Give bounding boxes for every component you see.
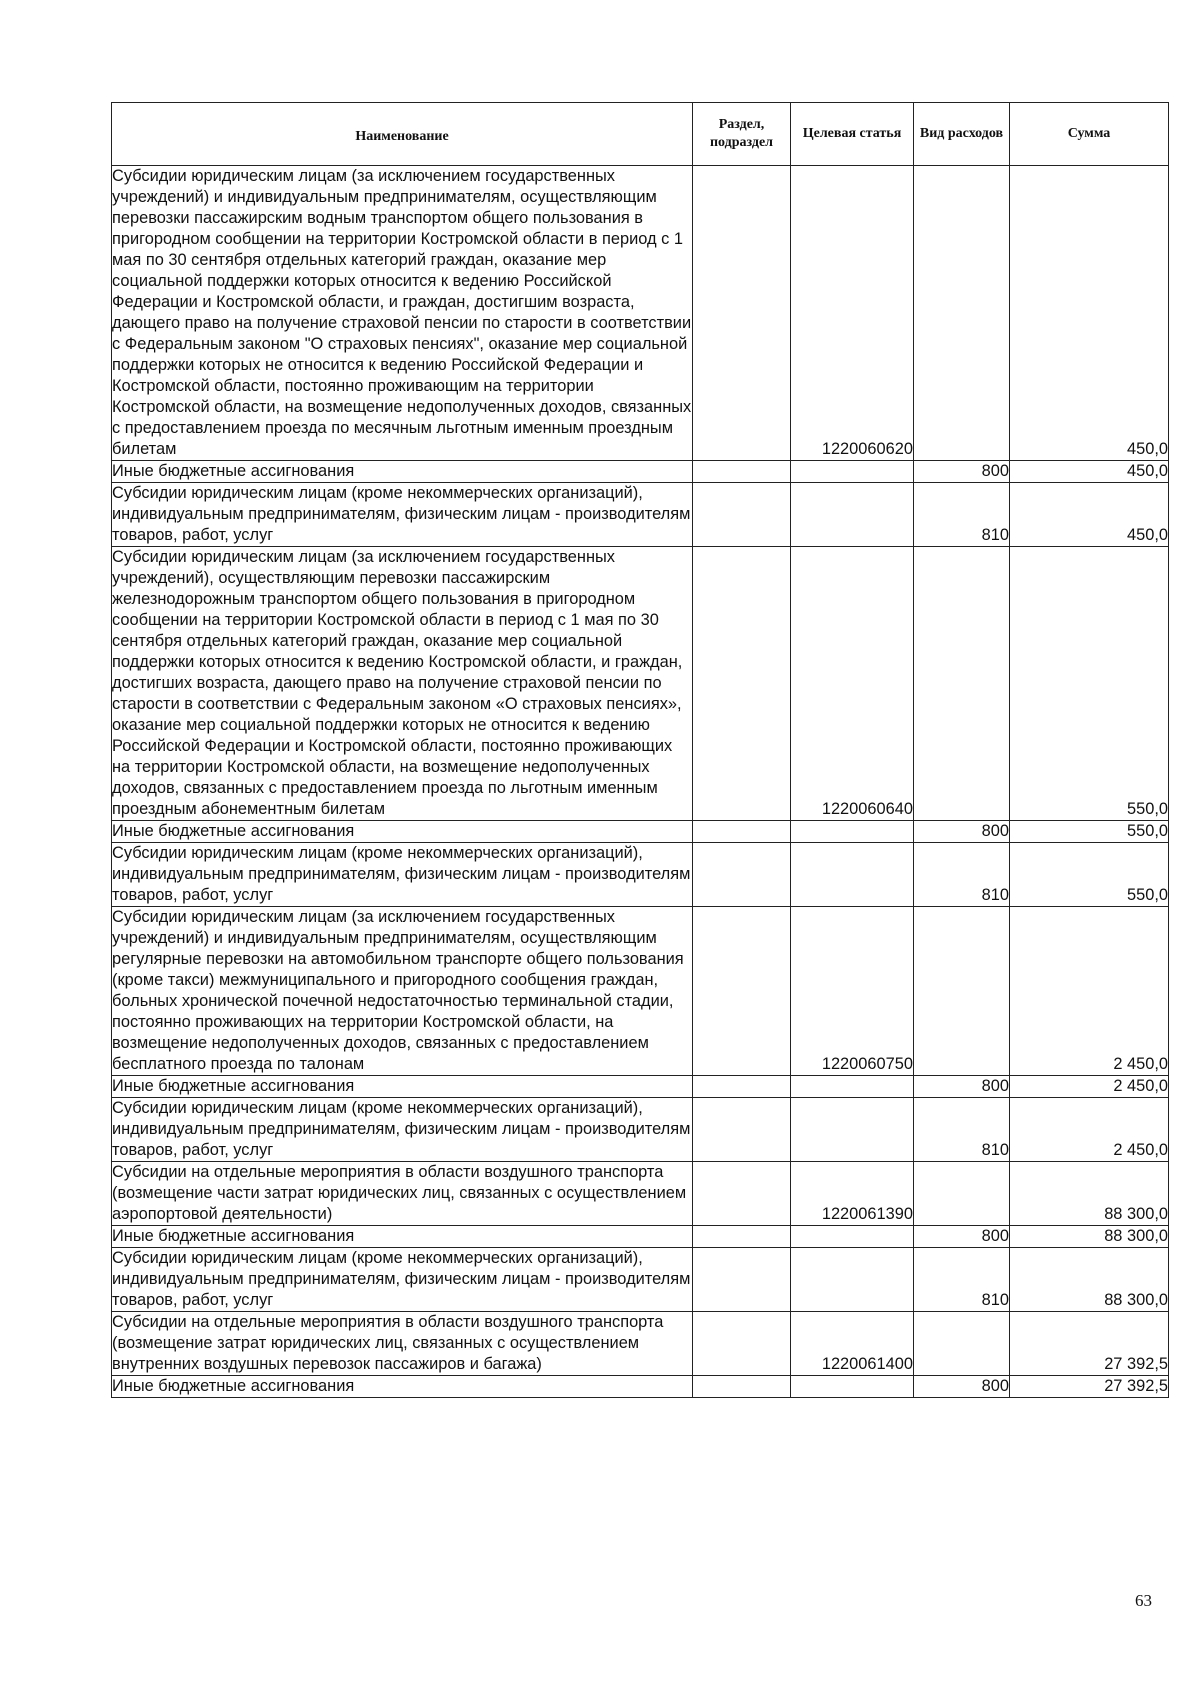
table-row — [112, 461, 1169, 483]
cell-sum: 550,0 — [1010, 547, 1169, 821]
cell-name: Субсидии на отдельные мероприятия в области воздушного транспорта (возмещение части затрат юридических лиц, связанных с осуществлением аэропортовой деятельности) — [112, 1162, 693, 1226]
header-expense: Вид расходов — [914, 103, 1010, 166]
cell-section — [693, 1312, 791, 1376]
table-row — [112, 821, 1169, 843]
cell-section — [693, 843, 791, 907]
budget-table — [111, 102, 1169, 1398]
cell-target — [791, 843, 914, 907]
cell-sum: 450,0 — [1010, 483, 1169, 547]
cell-expense: 810 — [914, 1248, 1010, 1312]
cell-expense — [914, 1162, 1010, 1226]
table-row — [112, 547, 1169, 821]
table-row — [112, 1312, 1169, 1376]
cell-name: Субсидии юридическим лицам (за исключением государственных учреждений), осуществляющим перевозки пассажирским железнодорожным транспортом общего пользования в пригородном сообщении на территории Костромской области в период с 1 мая по 30 сентября отдельных категорий граждан, оказание мер социальной поддержки которых относится к ведению Костромской области, и граждан, достигших возраста, дающего право на получение страховой пенсии по старости в соответствии с Федеральным законом «О страховых пенсиях», оказание мер социальной поддержки которых не относится к ведению Российской Федерации и Костромской области, постоянно проживающих на территории Костромской области, на возмещение недополученных доходов, связанных с предоставлением проезда по льготным именным проездным абонементным билетам — [112, 547, 693, 821]
cell-expense: 810 — [914, 1098, 1010, 1162]
cell-sum: 550,0 — [1010, 821, 1169, 843]
cell-name: Иные бюджетные ассигнования — [112, 461, 693, 483]
cell-name: Иные бюджетные ассигнования — [112, 1076, 693, 1098]
cell-section — [693, 1162, 791, 1226]
header-name: Наименование — [112, 103, 693, 166]
cell-section — [693, 1226, 791, 1248]
cell-section — [693, 1098, 791, 1162]
cell-expense — [914, 907, 1010, 1076]
cell-name: Субсидии юридическим лицам (кроме некоммерческих организаций), индивидуальным предпринимателям, физическим лицам - производителям товаров, работ, услуг — [112, 1098, 693, 1162]
cell-section — [693, 821, 791, 843]
cell-sum: 450,0 — [1010, 166, 1169, 461]
cell-target: 1220061390 — [791, 1162, 914, 1226]
cell-expense — [914, 166, 1010, 461]
cell-name: Иные бюджетные ассигнования — [112, 1226, 693, 1248]
table-header — [112, 103, 1169, 166]
page-number: 63 — [1135, 1591, 1152, 1610]
cell-expense: 800 — [914, 461, 1010, 483]
cell-sum: 2 450,0 — [1010, 907, 1169, 1076]
cell-name: Субсидии юридическим лицам (за исключением государственных учреждений) и индивидуальным предпринимателям, осуществляющим регулярные перевозки на автомобильном транспорте общего пользования (кроме такси) межмуниципального и пригородного сообщения граждан, больных хронической почечной недостаточностью терминальной стадии, постоянно проживающих на территории Костромской области, на возмещение недополученных доходов, связанных с предоставлением бесплатного проезда по талонам — [112, 907, 693, 1076]
cell-sum: 88 300,0 — [1010, 1162, 1169, 1226]
cell-expense: 810 — [914, 483, 1010, 547]
cell-section — [693, 547, 791, 821]
table-row — [112, 1376, 1169, 1398]
cell-section — [693, 907, 791, 1076]
cell-expense: 800 — [914, 1376, 1010, 1398]
table-row — [112, 483, 1169, 547]
cell-expense: 800 — [914, 1226, 1010, 1248]
cell-expense — [914, 547, 1010, 821]
cell-target — [791, 1226, 914, 1248]
cell-section — [693, 1248, 791, 1312]
cell-section — [693, 166, 791, 461]
cell-name: Субсидии на отдельные мероприятия в области воздушного транспорта (возмещение затрат юридических лиц, связанных с осуществлением внутренних воздушных перевозок пассажиров и багажа) — [112, 1312, 693, 1376]
table-row — [112, 1076, 1169, 1098]
cell-expense: 800 — [914, 821, 1010, 843]
cell-section — [693, 461, 791, 483]
cell-sum: 2 450,0 — [1010, 1098, 1169, 1162]
cell-target — [791, 1248, 914, 1312]
cell-target: 1220060640 — [791, 547, 914, 821]
table-row — [112, 166, 1169, 461]
cell-sum: 27 392,5 — [1010, 1376, 1169, 1398]
cell-target — [791, 1098, 914, 1162]
table-row — [112, 907, 1169, 1076]
cell-name: Субсидии юридическим лицам (за исключением государственных учреждений) и индивидуальным предпринимателям, осуществляющим перевозки пассажирским водным транспортом общего пользования в пригородном сообщении на территории Костромской области в период с 1 мая по 30 сентября отдельных категорий граждан, оказание мер социальной поддержки которых относится к ведению Российской Федерации и Костромской области, и граждан, достигшим возраста, дающего право на получение страховой пенсии по старости в соответствии с Федеральным законом "О страховых пенсиях", оказание мер социальной поддержки которых не относится к ведению Российской Федерации и Костромской области, постоянно проживающим на территории Костромской области, на возмещение недополученных доходов, связанных с предоставлением проезда по месячным льготным именным проездным билетам — [112, 166, 693, 461]
cell-target — [791, 461, 914, 483]
cell-sum: 550,0 — [1010, 843, 1169, 907]
cell-sum: 450,0 — [1010, 461, 1169, 483]
cell-section — [693, 483, 791, 547]
header-sum: Сумма — [1010, 103, 1169, 166]
cell-name: Иные бюджетные ассигнования — [112, 1376, 693, 1398]
table-row — [112, 1098, 1169, 1162]
cell-sum: 2 450,0 — [1010, 1076, 1169, 1098]
table-row — [112, 1162, 1169, 1226]
cell-section — [693, 1376, 791, 1398]
table-row — [112, 1248, 1169, 1312]
cell-name: Субсидии юридическим лицам (кроме некоммерческих организаций), индивидуальным предпринимателям, физическим лицам - производителям товаров, работ, услуг — [112, 483, 693, 547]
cell-target: 1220060750 — [791, 907, 914, 1076]
cell-name: Иные бюджетные ассигнования — [112, 821, 693, 843]
cell-target: 1220060620 — [791, 166, 914, 461]
cell-expense: 810 — [914, 843, 1010, 907]
cell-target — [791, 1076, 914, 1098]
cell-target: 1220061400 — [791, 1312, 914, 1376]
table-row — [112, 843, 1169, 907]
cell-sum: 88 300,0 — [1010, 1248, 1169, 1312]
table-body — [112, 166, 1169, 1398]
cell-sum: 88 300,0 — [1010, 1226, 1169, 1248]
header-target: Целевая статья — [791, 103, 914, 166]
cell-target — [791, 483, 914, 547]
cell-sum: 27 392,5 — [1010, 1312, 1169, 1376]
cell-target — [791, 1376, 914, 1398]
cell-expense: 800 — [914, 1076, 1010, 1098]
cell-section — [693, 1076, 791, 1098]
cell-expense — [914, 1312, 1010, 1376]
header-section: Раздел, подраздел — [693, 103, 791, 166]
cell-name: Субсидии юридическим лицам (кроме некоммерческих организаций), индивидуальным предпринимателям, физическим лицам - производителям товаров, работ, услуг — [112, 1248, 693, 1312]
cell-target — [791, 821, 914, 843]
table-row — [112, 1226, 1169, 1248]
cell-name: Субсидии юридическим лицам (кроме некоммерческих организаций), индивидуальным предпринимателям, физическим лицам - производителям товаров, работ, услуг — [112, 843, 693, 907]
